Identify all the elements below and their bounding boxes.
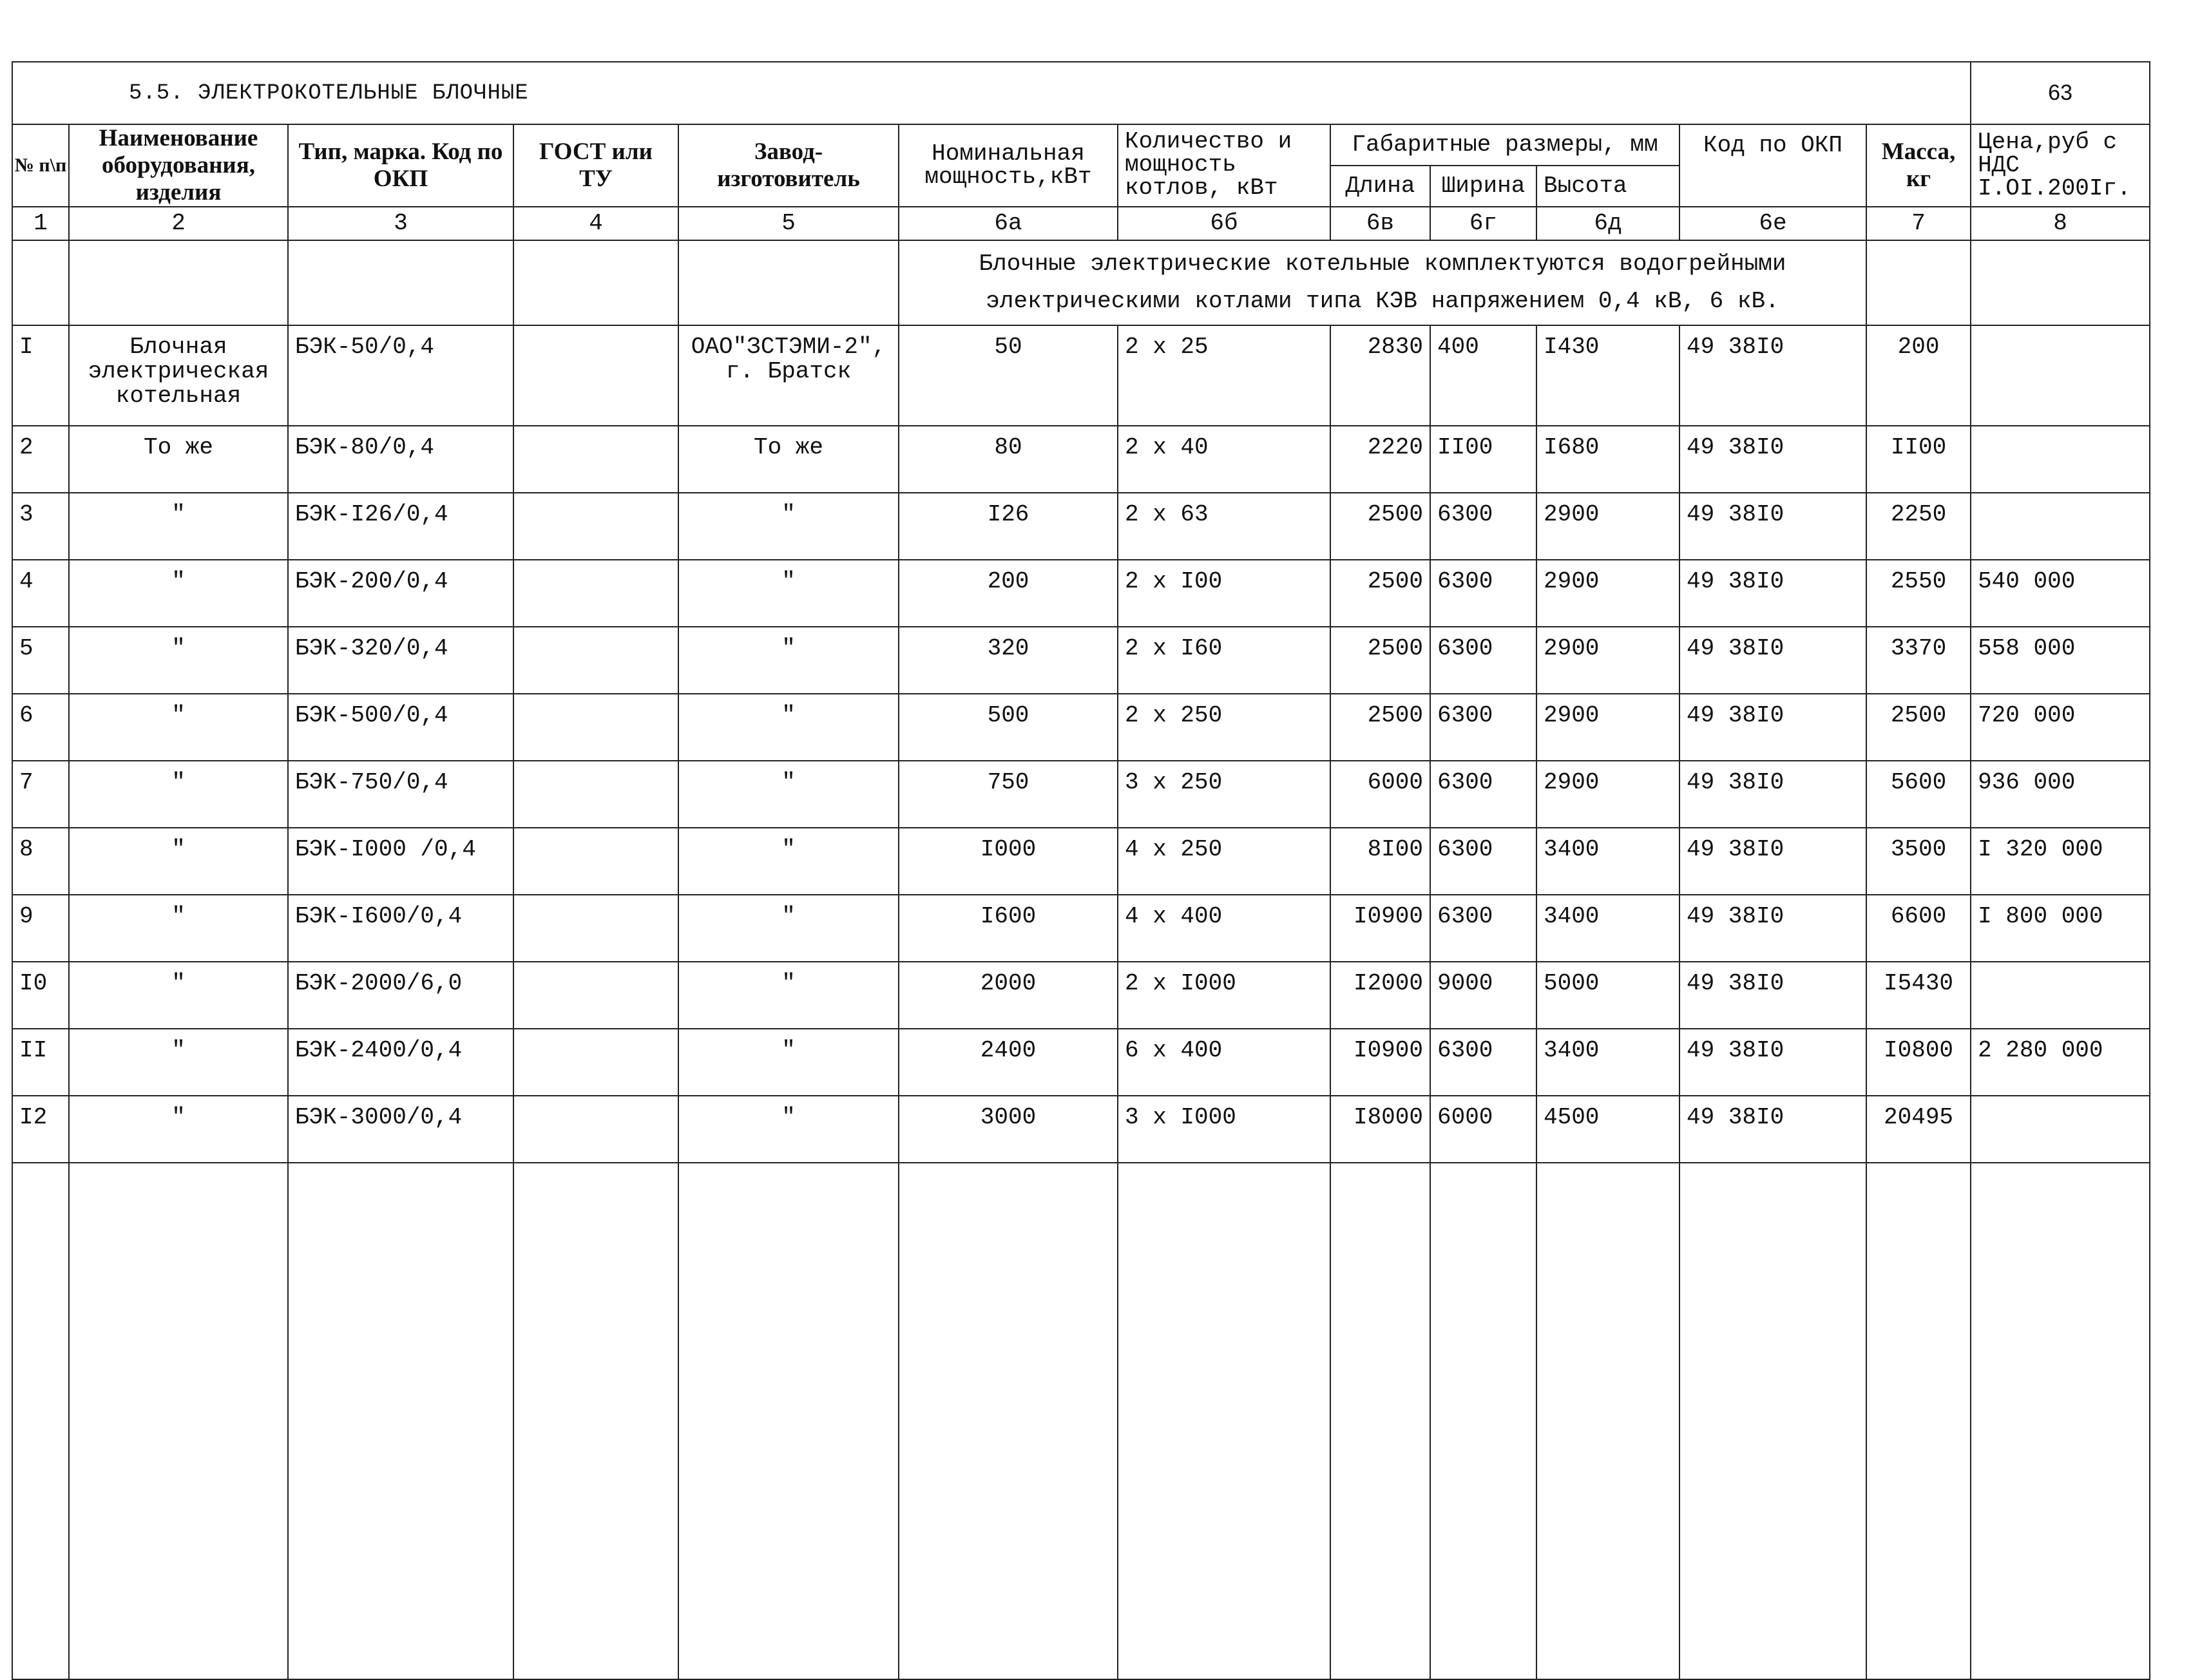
manufacturer: " <box>678 1096 899 1163</box>
gost-cell <box>513 694 678 761</box>
mass: 3500 <box>1866 828 1971 895</box>
nominal-power: I000 <box>899 828 1118 895</box>
okp-code: 49 38I0 <box>1679 426 1866 493</box>
nominal-power: 3000 <box>899 1096 1118 1163</box>
column-number-row <box>12 207 2150 240</box>
header-okp: Код по ОКП <box>1679 124 1866 207</box>
dimension-length: 8I00 <box>1330 828 1430 895</box>
gost-cell <box>513 828 678 895</box>
manufacturer: " <box>678 962 899 1029</box>
type-mark: БЭК-I000 /0,4 <box>288 828 513 895</box>
row-number: I <box>12 325 69 426</box>
dimension-height: I430 <box>1536 325 1679 426</box>
dimension-width: 9000 <box>1430 962 1536 1029</box>
equipment-name: " <box>69 694 288 761</box>
dimension-length: 2500 <box>1330 493 1430 560</box>
type-mark: БЭК-80/0,4 <box>288 426 513 493</box>
title-row <box>12 62 2150 124</box>
table-row <box>12 761 2150 828</box>
row-number: 2 <box>12 426 69 493</box>
nominal-power: 500 <box>899 694 1118 761</box>
manufacturer: " <box>678 694 899 761</box>
type-mark: БЭК-500/0,4 <box>288 694 513 761</box>
column-number: 6в <box>1330 207 1430 240</box>
manufacturer: " <box>678 1029 899 1096</box>
document-page <box>12 61 2149 1607</box>
header-height: Высота <box>1536 166 1679 207</box>
dimension-height: 5000 <box>1536 962 1679 1029</box>
column-number: 1 <box>12 207 69 240</box>
mass: 3370 <box>1866 627 1971 694</box>
dimension-height: 4500 <box>1536 1096 1679 1163</box>
column-number: 6г <box>1430 207 1536 240</box>
header-num: № п\п <box>12 124 69 207</box>
price: 720 000 <box>1971 694 2150 761</box>
okp-code: 49 38I0 <box>1679 1029 1866 1096</box>
dimension-length: 2830 <box>1330 325 1430 426</box>
dimension-length: 2500 <box>1330 627 1430 694</box>
mass: 6600 <box>1866 895 1971 962</box>
okp-code: 49 38I0 <box>1679 493 1866 560</box>
note-row <box>12 240 2150 325</box>
mass: 2500 <box>1866 694 1971 761</box>
type-mark: БЭК-200/0,4 <box>288 560 513 627</box>
row-number: 5 <box>12 627 69 694</box>
gost-cell <box>513 1029 678 1096</box>
price: 540 000 <box>1971 560 2150 627</box>
header-gost: ГОСТ или ТУ <box>513 124 678 207</box>
row-number: 6 <box>12 694 69 761</box>
dimension-height: I680 <box>1536 426 1679 493</box>
gost-cell <box>513 1096 678 1163</box>
type-mark: БЭК-I26/0,4 <box>288 493 513 560</box>
manufacturer: То же <box>678 426 899 493</box>
dimension-height: 3400 <box>1536 895 1679 962</box>
nominal-power: 2400 <box>899 1029 1118 1096</box>
manufacturer: " <box>678 895 899 962</box>
okp-code: 49 38I0 <box>1679 761 1866 828</box>
equipment-name: " <box>69 560 288 627</box>
column-number: 6б <box>1118 207 1330 240</box>
price <box>1971 325 2150 426</box>
nominal-power: 80 <box>899 426 1118 493</box>
dimension-length: 2220 <box>1330 426 1430 493</box>
column-number: 3 <box>288 207 513 240</box>
table-row <box>12 962 2150 1029</box>
price <box>1971 493 2150 560</box>
header-name: Наименование оборудования, изделия <box>69 124 288 207</box>
table-row <box>12 1096 2150 1163</box>
okp-code: 49 38I0 <box>1679 694 1866 761</box>
dimension-width: 6300 <box>1430 493 1536 560</box>
boiler-count: 2 х I60 <box>1118 627 1330 694</box>
manufacturer: " <box>678 828 899 895</box>
gost-cell <box>513 627 678 694</box>
type-mark: БЭК-3000/0,4 <box>288 1096 513 1163</box>
table-row <box>12 493 2150 560</box>
type-mark: БЭК-2400/0,4 <box>288 1029 513 1096</box>
dimension-width: 6300 <box>1430 1029 1536 1096</box>
type-mark: БЭК-50/0,4 <box>288 325 513 426</box>
equipment-table <box>12 61 2150 1680</box>
dimension-height: 3400 <box>1536 828 1679 895</box>
gost-cell <box>513 962 678 1029</box>
manufacturer: ОАО"ЗСТЭМИ-2", г. Братск <box>678 325 899 426</box>
equipment-name: " <box>69 962 288 1029</box>
table-row <box>12 895 2150 962</box>
okp-code: 49 38I0 <box>1679 560 1866 627</box>
type-mark: БЭК-2000/6,0 <box>288 962 513 1029</box>
column-number: 6д <box>1536 207 1679 240</box>
price: 936 000 <box>1971 761 2150 828</box>
okp-code: 49 38I0 <box>1679 895 1866 962</box>
dimension-length: I0900 <box>1330 895 1430 962</box>
dimension-height: 2900 <box>1536 627 1679 694</box>
nominal-power: I600 <box>899 895 1118 962</box>
equipment-name: " <box>69 828 288 895</box>
row-number: 7 <box>12 761 69 828</box>
header-maker: Завод-изготовитель <box>678 124 899 207</box>
column-number: 6а <box>899 207 1118 240</box>
dimension-length: I8000 <box>1330 1096 1430 1163</box>
dimension-height: 2900 <box>1536 694 1679 761</box>
mass: 20495 <box>1866 1096 1971 1163</box>
manufacturer: " <box>678 493 899 560</box>
boiler-count: 4 х 250 <box>1118 828 1330 895</box>
dimension-width: II00 <box>1430 426 1536 493</box>
price <box>1971 426 2150 493</box>
boiler-count: 2 х I00 <box>1118 560 1330 627</box>
boiler-count: 3 х I000 <box>1118 1096 1330 1163</box>
row-number: I0 <box>12 962 69 1029</box>
dimension-length: I0900 <box>1330 1029 1430 1096</box>
header-width: Ширина <box>1430 166 1536 207</box>
gost-cell <box>513 761 678 828</box>
table-row <box>12 426 2150 493</box>
table-row <box>12 560 2150 627</box>
table-row <box>12 1029 2150 1096</box>
equipment-name: " <box>69 895 288 962</box>
dimension-height: 2900 <box>1536 761 1679 828</box>
mass: 2250 <box>1866 493 1971 560</box>
column-number: 5 <box>678 207 899 240</box>
type-mark: БЭК-320/0,4 <box>288 627 513 694</box>
header-dims: Габаритные размеры, мм <box>1330 124 1679 166</box>
mass: 5600 <box>1866 761 1971 828</box>
equipment-name: " <box>69 1096 288 1163</box>
nominal-power: 200 <box>899 560 1118 627</box>
column-number: 8 <box>1971 207 2150 240</box>
mass: II00 <box>1866 426 1971 493</box>
dimension-height: 2900 <box>1536 493 1679 560</box>
dimension-width: 6300 <box>1430 560 1536 627</box>
mass: 2550 <box>1866 560 1971 627</box>
dimension-width: 6000 <box>1430 1096 1536 1163</box>
equipment-name: То же <box>69 426 288 493</box>
boiler-count: 3 х 250 <box>1118 761 1330 828</box>
price <box>1971 962 2150 1029</box>
boiler-count: 4 х 400 <box>1118 895 1330 962</box>
row-number: 8 <box>12 828 69 895</box>
row-number: 3 <box>12 493 69 560</box>
equipment-name: Блочная электрическая котельная <box>69 325 288 426</box>
mass: I0800 <box>1866 1029 1971 1096</box>
type-mark: БЭК-I600/0,4 <box>288 895 513 962</box>
header-power: Номинальная мощность,кВт <box>899 124 1118 207</box>
header-count: Количество и мощность котлов, кВт <box>1118 124 1330 207</box>
dimension-width: 6300 <box>1430 694 1536 761</box>
boiler-count: 2 х 250 <box>1118 694 1330 761</box>
dimension-height: 3400 <box>1536 1029 1679 1096</box>
boiler-count: 2 х 40 <box>1118 426 1330 493</box>
type-mark: БЭК-750/0,4 <box>288 761 513 828</box>
dimension-length: 6000 <box>1330 761 1430 828</box>
okp-code: 49 38I0 <box>1679 828 1866 895</box>
nominal-power: 320 <box>899 627 1118 694</box>
table-body <box>12 325 2150 1163</box>
table-row <box>12 694 2150 761</box>
price <box>1971 1096 2150 1163</box>
row-number: 4 <box>12 560 69 627</box>
row-number: 9 <box>12 895 69 962</box>
okp-code: 49 38I0 <box>1679 325 1866 426</box>
dimension-height: 2900 <box>1536 560 1679 627</box>
page-number: 63 <box>1971 62 2150 124</box>
header-length: Длина <box>1330 166 1430 207</box>
okp-code: 49 38I0 <box>1679 627 1866 694</box>
manufacturer: " <box>678 627 899 694</box>
equipment-name: " <box>69 627 288 694</box>
dimension-width: 6300 <box>1430 761 1536 828</box>
gost-cell <box>513 560 678 627</box>
column-number: 4 <box>513 207 678 240</box>
table-row <box>12 325 2150 426</box>
boiler-count: 2 х 25 <box>1118 325 1330 426</box>
manufacturer: " <box>678 560 899 627</box>
dimension-length: I2000 <box>1330 962 1430 1029</box>
header-row <box>12 124 2150 166</box>
dimension-width: 400 <box>1430 325 1536 426</box>
price: I 320 000 <box>1971 828 2150 895</box>
nominal-power: 2000 <box>899 962 1118 1029</box>
gost-cell <box>513 895 678 962</box>
equipment-name: " <box>69 761 288 828</box>
dimension-width: 6300 <box>1430 828 1536 895</box>
dimension-width: 6300 <box>1430 895 1536 962</box>
mass: I5430 <box>1866 962 1971 1029</box>
column-number: 7 <box>1866 207 1971 240</box>
nominal-power: 50 <box>899 325 1118 426</box>
price: 558 000 <box>1971 627 2150 694</box>
manufacturer: " <box>678 761 899 828</box>
note-text: Блочные электрические котельные комплектуются водогрейными электрическими котлами типа КЭВ напряжением 0,4 кВ, 6 кВ. <box>899 240 1866 325</box>
price: 2 280 000 <box>1971 1029 2150 1096</box>
nominal-power: 750 <box>899 761 1118 828</box>
dimension-length: 2500 <box>1330 560 1430 627</box>
header-type: Тип, марка. Код по ОКП <box>288 124 513 207</box>
equipment-name: " <box>69 493 288 560</box>
column-number: 2 <box>69 207 288 240</box>
gost-cell <box>513 493 678 560</box>
header-price: Цена,руб с НДС I.OI.200Iг. <box>1971 124 2150 207</box>
okp-code: 49 38I0 <box>1679 962 1866 1029</box>
boiler-count: 2 х 63 <box>1118 493 1330 560</box>
dimension-width: 6300 <box>1430 627 1536 694</box>
okp-code: 49 38I0 <box>1679 1096 1866 1163</box>
price: I 800 000 <box>1971 895 2150 962</box>
gost-cell <box>513 325 678 426</box>
table-row <box>12 627 2150 694</box>
row-number: II <box>12 1029 69 1096</box>
table-row <box>12 828 2150 895</box>
nominal-power: I26 <box>899 493 1118 560</box>
boiler-count: 6 х 400 <box>1118 1029 1330 1096</box>
header-mass: Масса, кг <box>1866 124 1971 207</box>
equipment-name: " <box>69 1029 288 1096</box>
mass: 200 <box>1866 325 1971 426</box>
section-title: 5.5. ЭЛЕКТРОКОТЕЛЬНЫЕ БЛОЧНЫЕ <box>12 62 1971 124</box>
boiler-count: 2 х I000 <box>1118 962 1330 1029</box>
dimension-length: 2500 <box>1330 694 1430 761</box>
gost-cell <box>513 426 678 493</box>
empty-space-row <box>12 1163 2150 1679</box>
column-number: 6е <box>1679 207 1866 240</box>
row-number: I2 <box>12 1096 69 1163</box>
